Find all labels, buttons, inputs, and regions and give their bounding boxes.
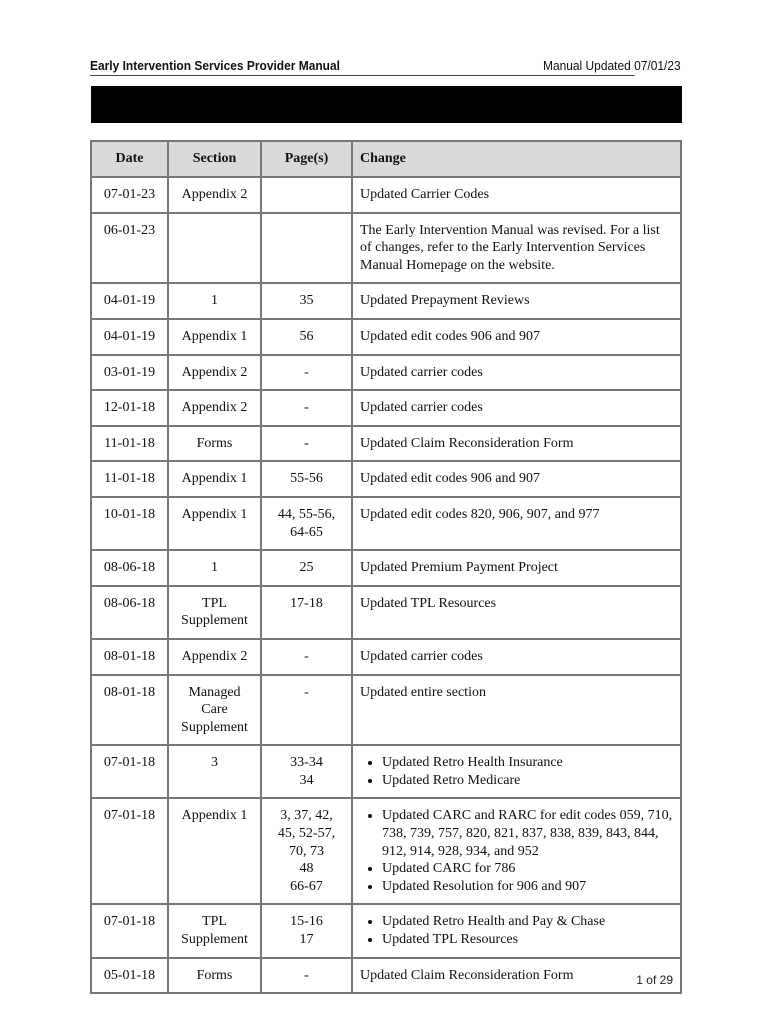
section-cell: 3 <box>168 745 261 798</box>
page-header <box>90 56 681 76</box>
table-body <box>91 177 681 993</box>
pages-cell: - <box>261 426 352 462</box>
date-cell: 12-01-18 <box>91 390 168 426</box>
section-cell: Appendix 1 <box>168 497 261 550</box>
date-cell: 07-01-18 <box>91 745 168 798</box>
pages-cell: 17-18 <box>261 586 352 639</box>
section-cell: TPL Supplement <box>168 586 261 639</box>
section-cell: 1 <box>168 283 261 319</box>
pages-cell: 44, 55-56, 64-65 <box>261 497 352 550</box>
change-bullet-item: • Updated TPL Resources <box>382 931 673 949</box>
revision-table <box>90 140 682 994</box>
section-cell: Appendix 1 <box>168 798 261 904</box>
table-header-row <box>91 141 681 177</box>
black-title-bar <box>91 86 682 123</box>
change-bullet-item: • Updated Retro Medicare <box>382 772 673 790</box>
section-cell: Appendix 2 <box>168 355 261 391</box>
section-cell: Managed Care Supplement <box>168 675 261 746</box>
date-cell: 08-01-18 <box>91 639 168 675</box>
change-cell: Updated Claim Reconsideration Form <box>352 426 681 462</box>
section-cell: Appendix 2 <box>168 639 261 675</box>
pages-cell: 3, 37, 42, 45, 52-57, 70, 73 48 66-67 <box>261 798 352 904</box>
table-row <box>91 639 681 675</box>
pages-cell: 35 <box>261 283 352 319</box>
table-row <box>91 355 681 391</box>
change-cell: Updated Prepayment Reviews <box>352 283 681 319</box>
pages-cell: 55-56 <box>261 461 352 497</box>
change-cell: Updated entire section <box>352 675 681 746</box>
pages-cell: - <box>261 639 352 675</box>
section-cell: 1 <box>168 550 261 586</box>
column-header-date: Date <box>91 141 168 177</box>
pages-cell: - <box>261 958 352 994</box>
date-cell: 08-06-18 <box>91 586 168 639</box>
column-header-section: Section <box>168 141 261 177</box>
change-cell <box>352 798 681 904</box>
table-row <box>91 213 681 284</box>
section-cell <box>168 213 261 284</box>
change-cell: Updated edit codes 906 and 907 <box>352 461 681 497</box>
change-bullet-item: • Updated Retro Health and Pay & Chase <box>382 913 673 931</box>
change-bullet-item: • Updated CARC and RARC for edit codes 059, 710, 738, 739, 757, 820, 821, 837, 838, 839, 843, 844, 912, 914, 928, 934, and 952 <box>382 807 673 860</box>
change-cell: Updated Premium Payment Project <box>352 550 681 586</box>
column-header-change: Change <box>352 141 681 177</box>
change-bullet-item: • Updated Resolution for 906 and 907 <box>382 878 673 896</box>
change-cell <box>352 904 681 957</box>
section-cell: Appendix 1 <box>168 319 261 355</box>
change-cell: Updated edit codes 820, 906, 907, and 977 <box>352 497 681 550</box>
pages-cell <box>261 177 352 213</box>
section-cell: Forms <box>168 426 261 462</box>
table-row <box>91 675 681 746</box>
table-row <box>91 177 681 213</box>
table-row <box>91 319 681 355</box>
pages-cell: 25 <box>261 550 352 586</box>
table-row <box>91 497 681 550</box>
manual-updated-date: Manual Updated 07/01/23 <box>542 58 681 73</box>
date-cell: 04-01-19 <box>91 319 168 355</box>
date-cell: 11-01-18 <box>91 426 168 462</box>
change-cell: Updated edit codes 906 and 907 <box>352 319 681 355</box>
change-cell: Updated TPL Resources <box>352 586 681 639</box>
change-bullet-item: • Updated Retro Health Insurance <box>382 754 673 772</box>
date-cell: 07-01-18 <box>91 904 168 957</box>
column-header-pages: Page(s) <box>261 141 352 177</box>
page-number: 1 of 29 <box>636 973 673 987</box>
section-cell: Appendix 2 <box>168 390 261 426</box>
section-cell: Appendix 2 <box>168 177 261 213</box>
change-cell: Updated carrier codes <box>352 639 681 675</box>
section-cell: Forms <box>168 958 261 994</box>
change-cell: Updated Carrier Codes <box>352 177 681 213</box>
section-cell: Appendix 1 <box>168 461 261 497</box>
date-cell: 08-01-18 <box>91 675 168 746</box>
table-row <box>91 904 681 957</box>
date-cell: 11-01-18 <box>91 461 168 497</box>
pages-cell: - <box>261 390 352 426</box>
table-row <box>91 586 681 639</box>
table-row <box>91 426 681 462</box>
change-cell <box>352 745 681 798</box>
table-row <box>91 461 681 497</box>
pages-cell: - <box>261 675 352 746</box>
table-row <box>91 958 681 994</box>
date-cell: 07-01-23 <box>91 177 168 213</box>
date-cell: 06-01-23 <box>91 213 168 284</box>
change-bullet-list <box>360 807 673 895</box>
manual-title: Early Intervention Services Provider Manual <box>90 58 340 73</box>
change-bullet-item: • Updated CARC for 786 <box>382 860 673 878</box>
date-cell: 07-01-18 <box>91 798 168 904</box>
table-row <box>91 390 681 426</box>
date-cell: 03-01-19 <box>91 355 168 391</box>
table-row <box>91 550 681 586</box>
change-bullet-list <box>360 754 673 789</box>
change-cell: Updated carrier codes <box>352 355 681 391</box>
table-row <box>91 283 681 319</box>
date-cell: 08-06-18 <box>91 550 168 586</box>
table-row <box>91 798 681 904</box>
date-cell: 05-01-18 <box>91 958 168 994</box>
change-cell: Updated carrier codes <box>352 390 681 426</box>
pages-cell: - <box>261 355 352 391</box>
date-cell: 04-01-19 <box>91 283 168 319</box>
pages-cell: 56 <box>261 319 352 355</box>
change-bullet-list <box>360 913 673 948</box>
section-cell: TPL Supplement <box>168 904 261 957</box>
table-row <box>91 745 681 798</box>
pages-cell: 33-34 34 <box>261 745 352 798</box>
pages-cell: 15-16 17 <box>261 904 352 957</box>
pages-cell <box>261 213 352 284</box>
change-cell: The Early Intervention Manual was revised. For a list of changes, refer to the Early Intervention Services Manual Homepage on the website. <box>352 213 681 284</box>
change-cell: Updated Claim Reconsideration Form <box>352 958 681 994</box>
date-cell: 10-01-18 <box>91 497 168 550</box>
